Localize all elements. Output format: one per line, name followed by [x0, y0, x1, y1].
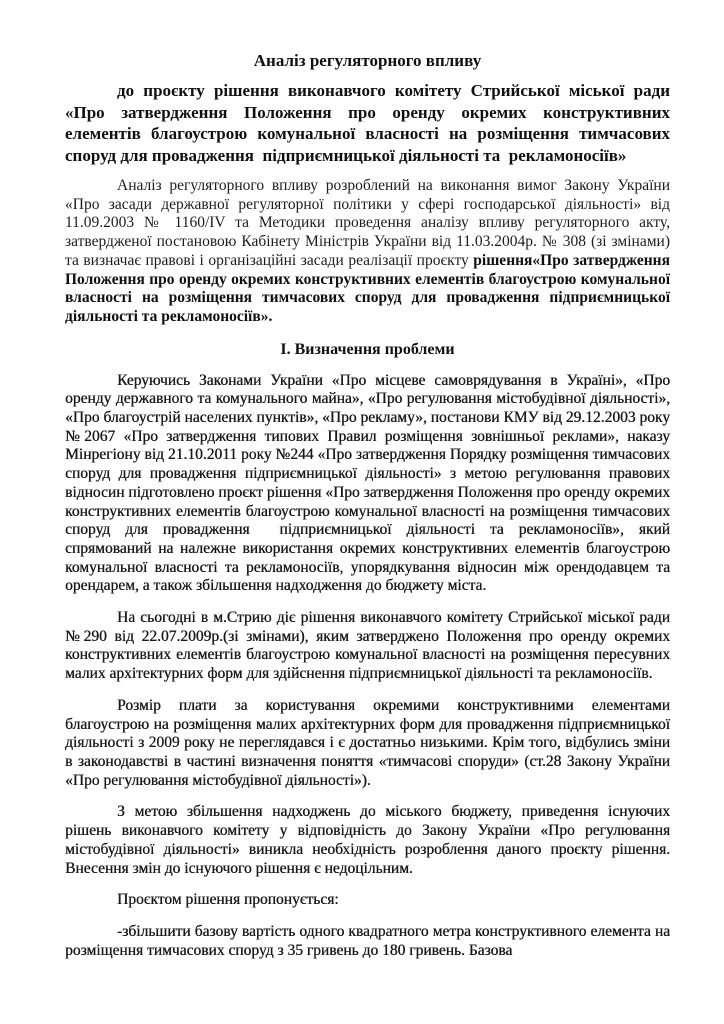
paragraph-payment-rate: Розмір плати за користування окремими конструктивними елементами благоустрою на розміщення малих архітектурних форм для провадження підприємницької діяльності з 2009 року не переглядався і є достатньо низькими. Крім того, відбулись зміни в законодавстві в частині визначення поняття «тимчасові споруди» (ст.28 Закону України «Про регулювання містобудівної діяльності»).	[65, 696, 674, 789]
intro-paragraph	[65, 177, 674, 327]
paragraph-budget-purpose: З метою збільшення надходжень до міського бюджету, приведення існуючих рішень виконавчого комітету у відповідність до Закону України «Про регулювання містобудівної діяльності» виникла необхідність розроблення даного проєкту рішення. Внесення змін до існуючого рішення є недоцільним.	[65, 803, 674, 877]
document-title: Аналіз регуляторного впливу	[253, 51, 482, 70]
section-1-heading: І. Визначення проблеми	[280, 340, 455, 358]
document-subtitle: до проєкту рішення виконавчого комітету Стрийської міської ради «Про затвердження Положення про оренду окремих конструктивних елементів благоустрою комунальної власності на розміщення тимчасових споруд для провадження підприємницької діяльності та рекламоносіїв»	[65, 81, 675, 165]
paragraph-proposal-lead-in: Проєктом рішення пропонується:	[117, 891, 339, 909]
paragraph-proposal-item-base-cost: -збільшити базову вартість одного квадратного метра конструктивного елемента на розміщення тимчасових споруд з 35 гривень до 180 гривень. Базова	[65, 922, 674, 959]
paragraph-legal-basis: Керуючись Законами України «Про місцеве самоврядування в Україні», «Про оренду державного та комунального майна», «Про регулювання містобудівної діяльності», «Про благоустрій населених пунктів», «Про рекламу», постанови КМУ від 29.12.2003 року №2067 «Про затвердження типових Правил розміщення зовнішньої реклами», наказу Мінрегіону від 21.10.2011 року №244 «Про затвердження Порядку розміщення тимчасових споруд для провадження підприємницької діяльності» з метою регулювання правових відносин підготовлено проєкт рішення «Про затвердження Положення про оренду окремих конструктивних елементів благоустрою комунальної власності на розміщення тимчасових споруд для провадження підприємницької діяльності та рекламоносіїв», який спрямований на належне використання окремих конструктивних елементів благоустрою комунальної власності та рекламоносіїв, упорядкування відносин між орендодавцем та орендарем, а також збільшення надходження до бюджету міста.	[65, 371, 674, 595]
paragraph-current-decision: На сьогодні в м.Стрию діє рішення виконавчого комітету Стрийської міської ради №290 від 22.07.2009р.(зі змінами), яким затверджено Положення про оренду окремих конструктивних елементів благоустрою комунальної власності на розміщення пересувних малих архітектурних форм для здійснення підприємницької діяльності та рекламоносіїв.	[65, 609, 674, 683]
intro-paragraph-bold-text: рішення«Про затвердження Положення про оренду окремих конструктивних елементів благоустрою комунальної власності на розміщення тимчасових споруд для провадження підприємницької діяльності та рекламоносіїв».	[65, 251, 674, 325]
intro-paragraph-normal-text: Аналіз регуляторного впливу розроблений на виконання вимог Закону України «Про засади державної регуляторної політики у сфері господарської діяльності» від 11.09.2003 № 1160/IV та Методики проведення аналізу впливу регуляторного акту, затвердженої постановою Кабінету Міністрів України від 11.03.2004р. № 308 (зі змінами) та визначає правові і організаційні засади реалізації проєкту	[65, 177, 674, 269]
